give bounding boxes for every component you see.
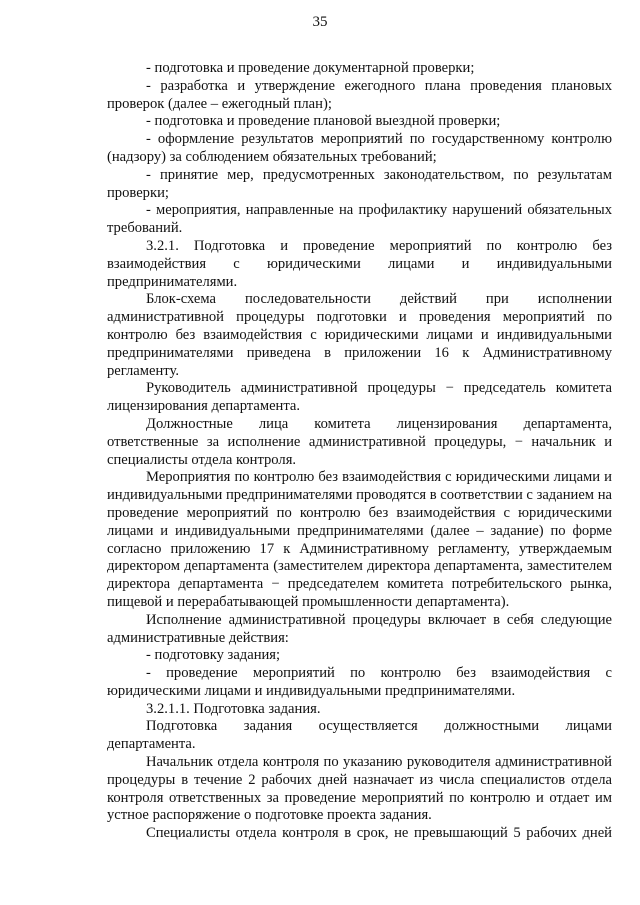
document-body: [107, 60, 612, 843]
section-3-2-1: 3.2.1. Подготовка и проведение мероприятий по контролю без взаимодействия с юридическими лицами и индивидуальными предпринимателями.: [107, 237, 612, 290]
paragraph-head: Руководитель административной процедуры − председатель комитета лицензирования департамента.: [107, 380, 612, 415]
list-item-results: - оформление результатов мероприятий по государственному контролю (надзору) за соблюдением обязательных требований;: [107, 131, 612, 165]
paragraph-head-of-department: Начальник отдела контроля по указанию руководителя административной процедуры в течение 2 рабочих дней назначает из числа специалистов отдела контроля ответственных за проведение мероприятий по контролю и отдает им устное распоряжение о подготовке проекта задания.: [107, 754, 612, 824]
paragraph-specialists: Специалисты отдела контроля в срок, не превышающий 5 рабочих дней: [146, 825, 612, 842]
paragraph-preparation: Подготовка задания осуществляется должностными лицами департамента.: [107, 718, 612, 753]
list-item-prepare-assignment: - подготовку задания;: [146, 647, 281, 664]
list-item-prevention: - мероприятия, направленные на профилактику нарушений обязательных требований.: [107, 202, 612, 237]
list-item-field-check: - подготовка и проведение плановой выездной проверки;: [146, 113, 501, 130]
list-item-conduct-control: - проведение мероприятий по контролю без взаимодействия с юридическими лицами и индивидуальными предпринимателями.: [107, 665, 612, 699]
paragraph-flowchart: Блок-схема последовательности действий при исполнении административной процедуры подготовки и проведения мероприятий по контролю без взаимодействия с юридическими лицами и индивидуальными предпринимателями приведена в приложении 16 к Административному регламенту.: [107, 291, 612, 379]
section-3-2-1-1: 3.2.1.1. Подготовка задания.: [146, 700, 321, 717]
paragraph-assignment: Мероприятия по контролю без взаимодействия с юридическими лицами и индивидуальными предпринимателями проводятся в соответствии с заданием на проведение мероприятий по контролю без взаимодействия с юридическими лицами и индивидуальными предпринимателями (далее – задание) по форме согласно приложению 17 к Административному регламенту, утверждаемым директором департамента (заместителем директора департамента, заместителем директора департамента − председателем комитета потребительского рынка, пищевой и перерабатывающей промышленности департамента).: [107, 469, 612, 610]
page-number: 35: [312, 14, 328, 30]
paragraph-procedure-actions: Исполнение административной процедуры включает в себя следующие административные действия:: [107, 611, 612, 646]
list-item-annual-plan: - разработка и утверждение ежегодного плана проведения плановых проверок (далее – ежегодный план);: [107, 77, 612, 112]
list-item-documentary-check: - подготовка и проведение документарной проверки;: [146, 60, 475, 76]
list-item-measures: - принятие мер, предусмотренных законодательством, по результатам проверки;: [107, 166, 612, 201]
paragraph-officials: Должностные лица комитета лицензирования департамента, ответственные за исполнение административной процедуры, − начальник и специалисты отдела контроля.: [107, 415, 612, 468]
